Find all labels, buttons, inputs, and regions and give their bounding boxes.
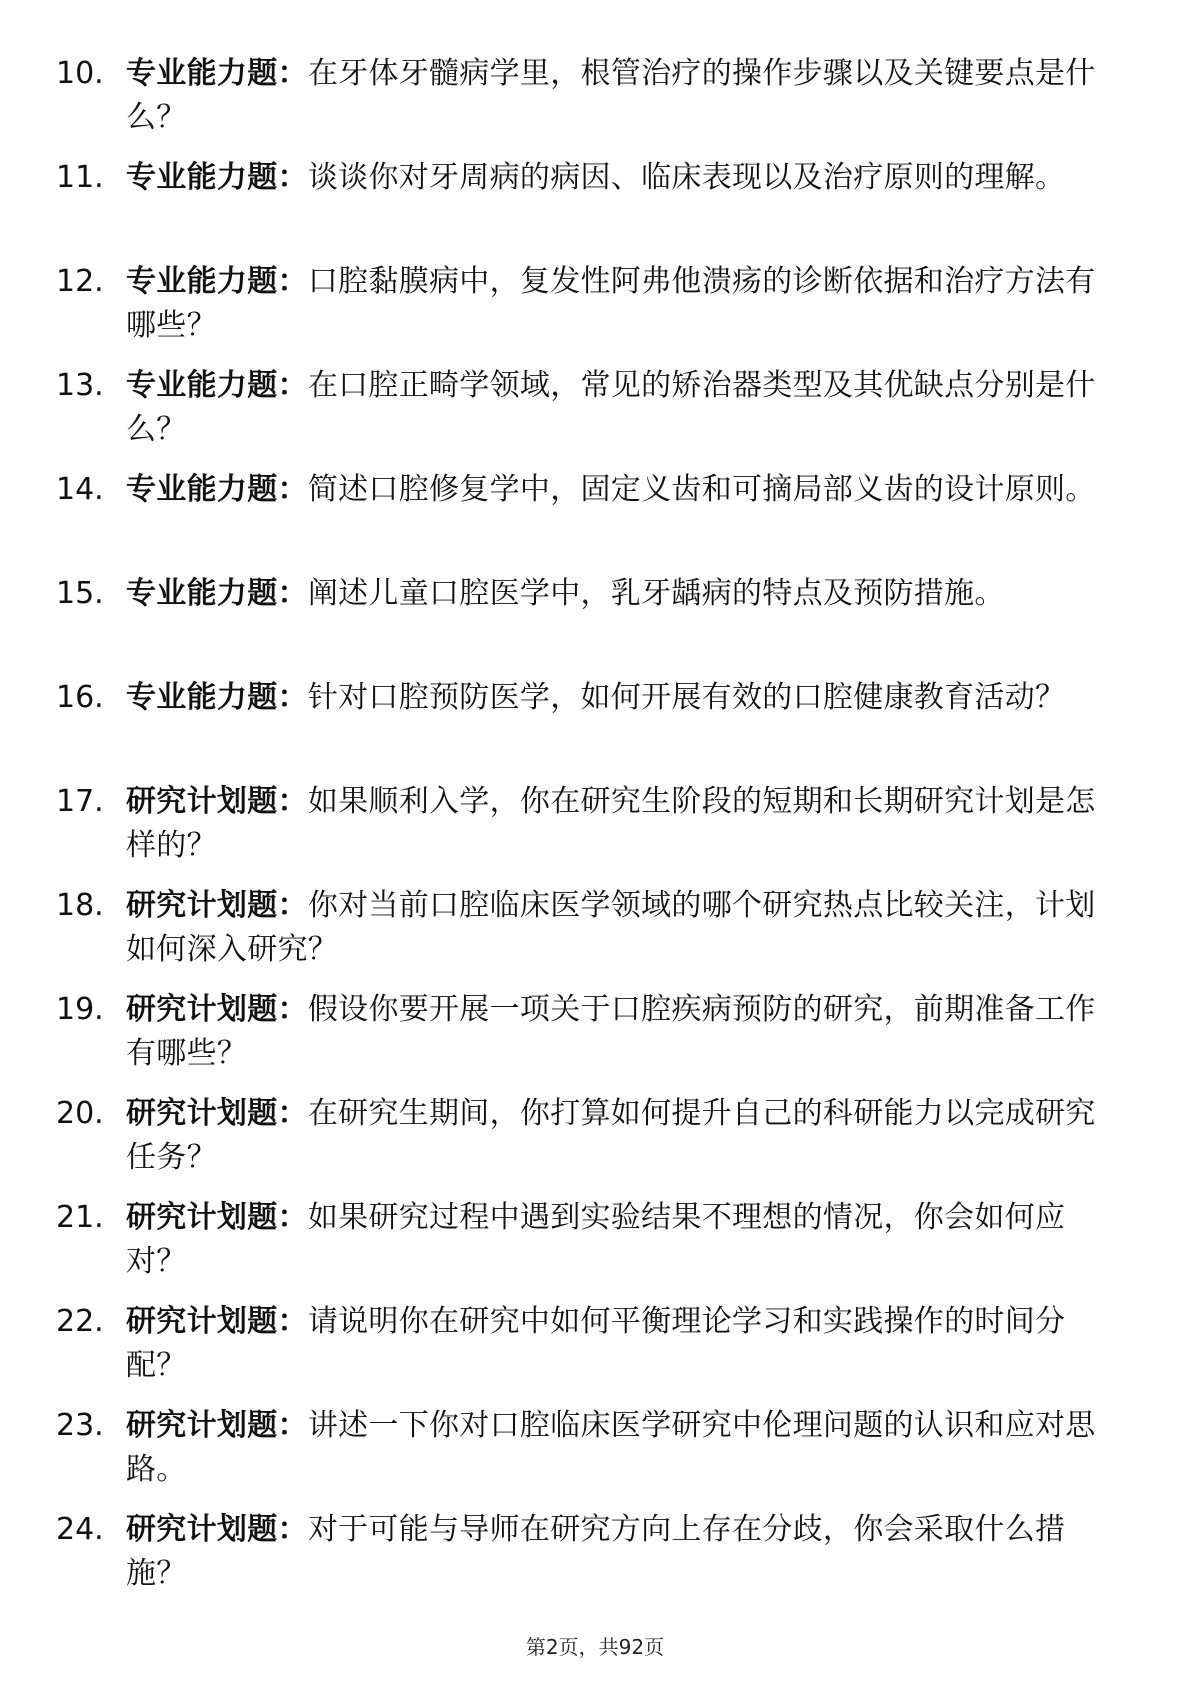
question-text: 针对口腔预防医学，如何开展有效的口腔健康教育活动？ [307,680,1066,715]
question-number: 17. [56,784,104,819]
question-number: 12. [56,264,104,299]
question-text: 如果顺利入学，你在研究生阶段的短期和长期研究计划是怎样的？ [126,784,1096,863]
question-content [126,468,1111,512]
question-number: 23. [56,1408,104,1443]
question-text: 简述口腔修复学中，固定义齿和可摘局部义齿的设计原则。 [307,472,1096,507]
question-text: 如果研究过程中遇到实验结果不理想的情况，你会如何应对？ [126,1200,1066,1279]
question-content [126,884,1111,972]
question-category: 研究计划题： [126,1512,308,1547]
question-text: 假设你要开展一项关于口腔疾病预防的研究，前期准备工作有哪些？ [126,992,1096,1071]
question-item [0,468,1190,572]
question-item [0,676,1190,780]
question-category: 专业能力题： [126,576,308,611]
question-content [126,572,1111,616]
page-footer: 第2页，共92页 [525,1635,665,1659]
question-category: 专业能力题： [126,368,308,403]
question-item [0,1404,1190,1508]
question-content [126,1300,1111,1388]
question-item [0,1092,1190,1196]
question-number: 22. [56,1304,104,1339]
question-content [126,156,1111,200]
question-item [0,364,1190,468]
question-category: 研究计划题： [126,888,308,923]
question-item [0,52,1190,156]
question-text: 谈谈你对牙周病的病因、临床表现以及治疗原则的理解。 [307,160,1066,195]
question-category: 研究计划题： [126,992,308,1027]
question-text: 对于可能与导师在研究方向上存在分歧，你会采取什么措施？ [126,1512,1066,1591]
question-item [0,260,1190,364]
question-category: 研究计划题： [126,1200,308,1235]
question-number: 19. [56,992,104,1027]
question-number: 24. [56,1512,104,1547]
question-text: 请说明你在研究中如何平衡理论学习和实践操作的时间分配？ [126,1304,1066,1383]
question-category: 研究计划题： [126,1096,308,1131]
question-content [126,780,1111,868]
question-content [126,676,1111,720]
question-item [0,156,1190,260]
question-number: 14. [56,472,104,507]
question-category: 专业能力题： [126,680,308,715]
question-content [126,988,1111,1076]
question-text: 讲述一下你对口腔临床医学研究中伦理问题的认识和应对思路。 [126,1408,1096,1487]
question-item [0,1300,1190,1404]
question-item [0,1196,1190,1300]
question-category: 研究计划题： [126,784,308,819]
question-content [126,1092,1111,1180]
question-content [126,364,1111,452]
question-item [0,1508,1190,1612]
question-text: 在研究生期间，你打算如何提升自己的科研能力以完成研究任务？ [126,1096,1096,1175]
question-item [0,988,1190,1092]
question-category: 专业能力题： [126,264,308,299]
question-category: 专业能力题： [126,160,308,195]
question-item [0,572,1190,676]
question-text: 口腔黏膜病中，复发性阿弗他溃疡的诊断依据和治疗方法有哪些？ [126,264,1096,343]
question-number: 15. [56,576,104,611]
question-number: 18. [56,888,104,923]
question-text: 你对当前口腔临床医学领域的哪个研究热点比较关注，计划如何深入研究？ [126,888,1096,967]
question-number: 16. [56,680,104,715]
question-number: 21. [56,1200,104,1235]
question-number: 10. [56,56,104,91]
question-number: 20. [56,1096,104,1131]
question-category: 研究计划题： [126,1408,308,1443]
question-content [126,1404,1111,1492]
question-item [0,884,1190,988]
question-text: 阐述儿童口腔医学中，乳牙龋病的特点及预防措施。 [307,576,1005,611]
question-category: 专业能力题： [126,56,308,91]
question-list [0,52,1190,1612]
question-category: 专业能力题： [126,472,308,507]
question-text: 在牙体牙髓病学里，根管治疗的操作步骤以及关键要点是什么？ [126,56,1096,135]
question-content [126,1508,1111,1596]
question-content [126,1196,1111,1284]
question-category: 研究计划题： [126,1304,308,1339]
question-text: 在口腔正畸学领域，常见的矫治器类型及其优缺点分别是什么？ [126,368,1096,447]
question-number: 13. [56,368,104,403]
question-content [126,260,1111,348]
question-item [0,780,1190,884]
question-content [126,52,1111,140]
question-number: 11. [56,160,104,195]
